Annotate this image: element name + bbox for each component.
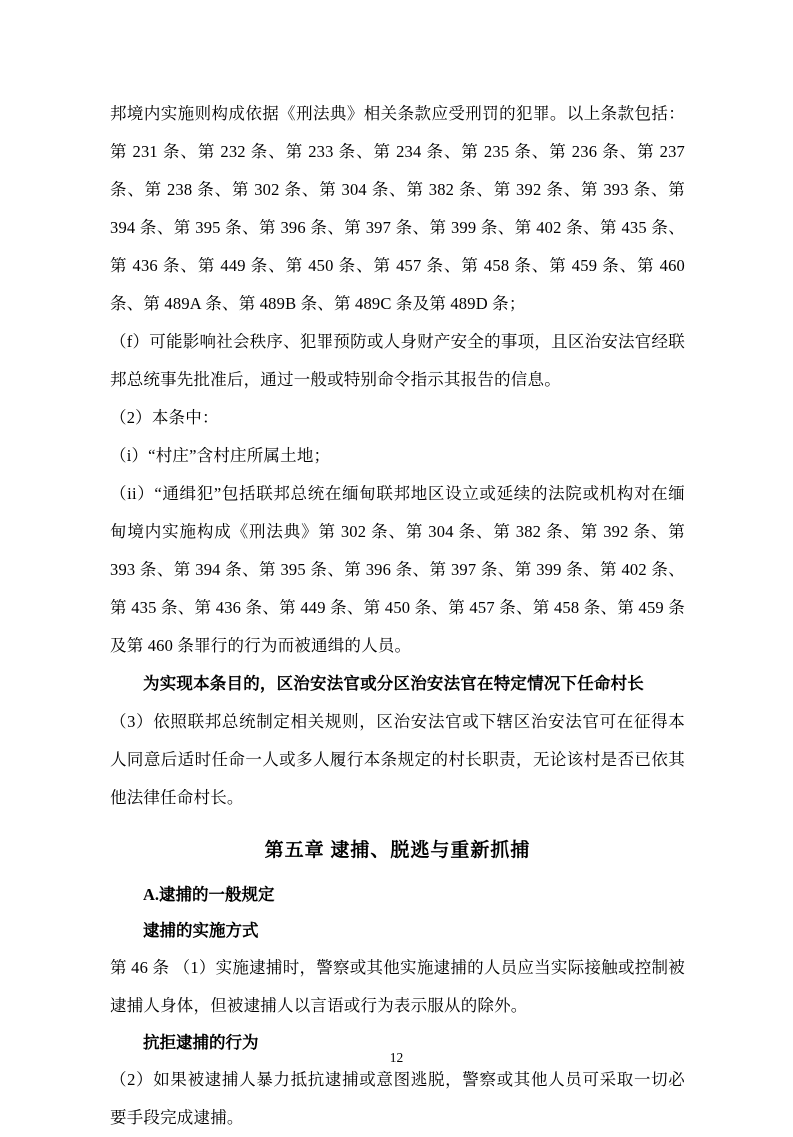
page-number: 12: [389, 1050, 404, 1065]
subsection-heading-resisting-arrest: 抗拒逮捕的行为: [143, 1033, 259, 1052]
chapter-title: 第五章 逮捕、脱逃与重新抓捕: [264, 840, 531, 861]
section-heading-a: A.逮捕的一般规定: [143, 885, 275, 904]
paragraph-clause-2: （2）本条中：: [110, 408, 219, 427]
paragraph-definition-wanted-criminal: （ii）“通缉犯”包括联邦总统在缅甸联邦地区设立或延续的法院或机构对在缅甸境内实施构成《刑法典》第 302 条、第 304 条、第 382 条、第 392 条、第 393 条、第 394 条、第 395 条、第 396 条、第 397 条、第 399 条、第 402 条、第 435 条、第 436 条、第 449 条、第 450 条、第 457 条、第 458 条、第 459 条及第 460 条罪行的行为而被通缉的人员。: [110, 484, 685, 655]
paragraph-article-46-1: 第 46 条 （1）实施逮捕时，警察或其他实施逮捕的人员应当实际接触或控制被逮捕人身体，但被逮捕人以言语或行为表示服从的除外。: [110, 958, 685, 1015]
paragraph-definition-village: （i）“村庄”含村庄所属土地；: [110, 446, 331, 465]
paragraph-bold-village-head-appointment: 为实现本条目的，区治安法官或分区治安法官在特定情况下任命村长: [143, 674, 644, 693]
paragraph-clause-f: （f）可能影响社会秩序、犯罪预防或人身财产安全的事项，且区治安法官经联邦总统事先批准后，通过一般或特别命令指示其报告的信息。: [110, 332, 685, 389]
paragraph-clause-3: （3）依照联邦总统制定相关规则，区治安法官或下辖区治安法官可在征得本人同意后适时任命一人或多人履行本条规定的村长职责，无论该村是否已依其他法律任命村长。: [110, 712, 685, 807]
subsection-heading-arrest-method: 逮捕的实施方式: [143, 921, 259, 940]
paragraph-article-46-2: （2）如果被逮捕人暴力抵抗逮捕或意图逃脱，警察或其他人员可采取一切必要手段完成逮捕。: [110, 1070, 685, 1127]
paragraph-criminal-code-sections: 邦境内实施则构成依据《刑法典》相关条款应受刑罚的犯罪。以上条款包括：第 231 条、第 232 条、第 233 条、第 234 条、第 235 条、第 236 条、第 237 条、第 238 条、第 302 条、第 304 条、第 382 条、第 392 条、第 393 条、第 394 条、第 395 条、第 396 条、第 397 条、第 399 条、第 402 条、第 435 条、第 436 条、第 449 条、第 450 条、第 457 条、第 458 条、第 459 条、第 460 条、第 489A 条、第 489B 条、第 489C 条及第 489D 条；: [110, 104, 685, 313]
